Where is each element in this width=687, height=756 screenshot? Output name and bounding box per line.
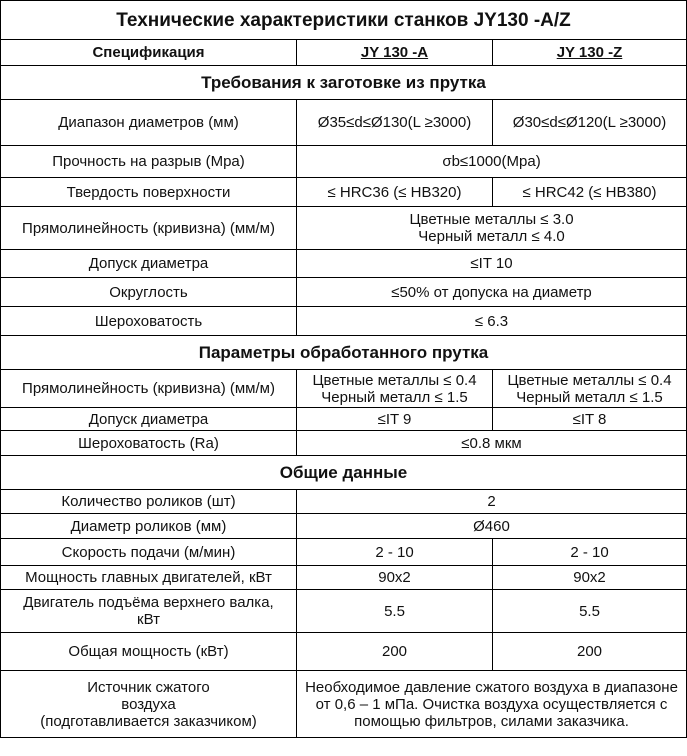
value-z: 5.5 bbox=[493, 590, 687, 633]
value-line: Черный металл ≤ 1.5 bbox=[516, 388, 663, 406]
row-label: Диаметр роликов (мм) bbox=[1, 514, 297, 539]
value-a: ≤ HRC36 (≤ HB320) bbox=[297, 178, 493, 207]
model-a-column-header bbox=[297, 40, 493, 66]
value-line: Цветные металлы ≤ 3.0 bbox=[409, 211, 574, 228]
value-both: ≤IT 10 bbox=[297, 250, 687, 278]
table-row bbox=[1, 590, 687, 633]
section-heading-general: Общие данные bbox=[1, 456, 687, 490]
row-label: Мощность главных двигателей, кВт bbox=[1, 566, 297, 590]
table-row bbox=[1, 146, 687, 178]
value-line: Черный металл ≤ 4.0 bbox=[418, 228, 565, 245]
model-z-column-header bbox=[493, 40, 687, 66]
label-line: Источник сжатого bbox=[87, 678, 210, 696]
value-z: 200 bbox=[493, 633, 687, 671]
label-line: воздуха bbox=[121, 695, 176, 713]
row-label: Шероховатость bbox=[1, 307, 297, 336]
row-label: Прямолинейность (кривизна) (мм/м) bbox=[1, 370, 297, 408]
value-a: 2 - 10 bbox=[297, 539, 493, 566]
value-both: ≤0.8 мкм bbox=[297, 431, 687, 456]
table-row bbox=[1, 278, 687, 307]
label-line: (подготавливается заказчиком) bbox=[40, 712, 257, 730]
value-a: 5.5 bbox=[297, 590, 493, 633]
value-a bbox=[297, 370, 493, 408]
value-both: σb≤1000(Mpa) bbox=[297, 146, 687, 178]
value-line: Цветные металлы ≤ 0.4 bbox=[312, 371, 477, 389]
table-row bbox=[1, 490, 687, 514]
value-z: ≤ HRC42 (≤ HB380) bbox=[493, 178, 687, 207]
value-a: ≤IT 9 bbox=[297, 408, 493, 431]
table-row bbox=[1, 178, 687, 207]
table-row bbox=[1, 633, 687, 671]
row-label: Шероховатость (Ra) bbox=[1, 431, 297, 456]
row-label: Округлость bbox=[1, 278, 297, 307]
row-label: Прямолинейность (кривизна) (мм/м) bbox=[1, 207, 297, 250]
table-row bbox=[1, 514, 687, 539]
value-line: Цветные металлы ≤ 0.4 bbox=[507, 371, 672, 389]
value-both: ≤50% от допуска на диаметр bbox=[297, 278, 687, 307]
table-row bbox=[1, 539, 687, 566]
value-a: 90x2 bbox=[297, 566, 493, 590]
table-row bbox=[1, 100, 687, 146]
table-row bbox=[1, 307, 687, 336]
table-row bbox=[1, 250, 687, 278]
row-label: Твердость поверхности bbox=[1, 178, 297, 207]
row-label: Допуск диаметра bbox=[1, 250, 297, 278]
row-label bbox=[1, 590, 297, 633]
table-row bbox=[1, 370, 687, 408]
value-both: Необходимое давление сжатого воздуха в диапазоне от 0,6 – 1 мПа. Очистка воздуха осуществляется с помощью фильтров, силами заказчика. bbox=[297, 671, 687, 738]
table-row bbox=[1, 431, 687, 456]
row-label: Прочность на разрыв (Mpa) bbox=[1, 146, 297, 178]
label-line: Двигатель подъёма верхнего валка, bbox=[23, 594, 274, 611]
table-row bbox=[1, 207, 687, 250]
section-heading-processed: Параметры обработанного прутка bbox=[1, 336, 687, 370]
value-line: Черный металл ≤ 1.5 bbox=[321, 388, 468, 406]
value-both bbox=[297, 207, 687, 250]
row-label: Скорость подачи (м/мин) bbox=[1, 539, 297, 566]
value-z: 2 - 10 bbox=[493, 539, 687, 566]
row-label bbox=[1, 671, 297, 738]
value-both: 2 bbox=[297, 490, 687, 514]
row-label: Диапазон диаметров (мм) bbox=[1, 100, 297, 146]
row-label: Количество роликов (шт) bbox=[1, 490, 297, 514]
table-row bbox=[1, 408, 687, 431]
value-z bbox=[493, 370, 687, 408]
model-z-label: JY 130 -Z bbox=[556, 44, 623, 61]
row-label: Допуск диаметра bbox=[1, 408, 297, 431]
value-both: ≤ 6.3 bbox=[297, 307, 687, 336]
value-z: 90x2 bbox=[493, 566, 687, 590]
value-both: Ø460 bbox=[297, 514, 687, 539]
value-a: 200 bbox=[297, 633, 493, 671]
table-row bbox=[1, 671, 687, 738]
spec-column-header: Спецификация bbox=[1, 40, 297, 66]
value-a: Ø35≤d≤Ø130(L ≥3000) bbox=[297, 100, 493, 146]
table-row bbox=[1, 566, 687, 590]
section-heading-billet: Требования к заготовке из прутка bbox=[1, 66, 687, 100]
row-label: Общая мощность (кВт) bbox=[1, 633, 297, 671]
value-z: Ø30≤d≤Ø120(L ≥3000) bbox=[493, 100, 687, 146]
table-title: Технические характеристики станков JY130 -A/Z bbox=[1, 1, 687, 40]
value-z: ≤IT 8 bbox=[493, 408, 687, 431]
label-line: кВт bbox=[137, 611, 160, 628]
model-a-label: JY 130 -A bbox=[360, 44, 429, 61]
